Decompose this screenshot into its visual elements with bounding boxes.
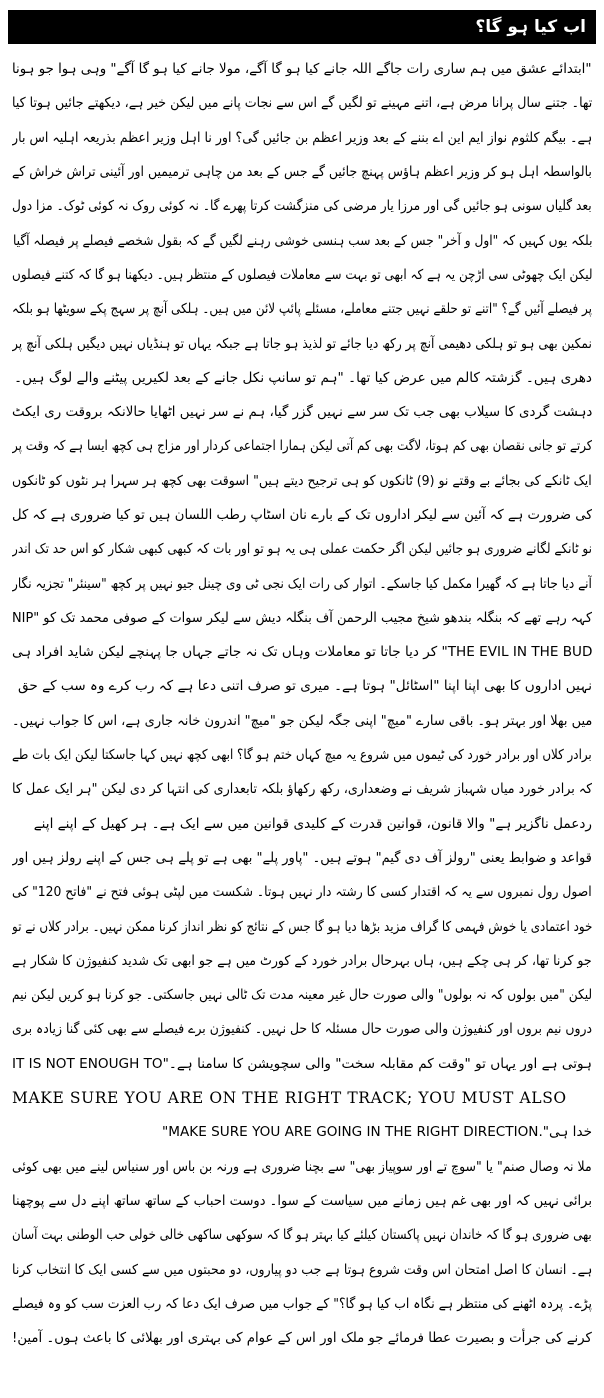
article-line-text: پڑے۔ پردہ اٹھنے کی منتظر ہے نگاہ اب کیا ہو گا؟" کے جواب میں صرف ایک دعا کہ رب العزت سب کو وہ فیصلے [12, 1295, 592, 1312]
article-line [12, 566, 592, 600]
article-line [12, 1012, 592, 1046]
article-line [12, 121, 592, 155]
article-line-text: کرنے کی جرأت و بصیرت عطا فرمائے جو ملک اور اس کے عوام کی بہتری اور بھلائی کا باعث ہوں۔ آمین! [12, 1330, 592, 1347]
article-body [12, 52, 592, 1392]
article-line-text: دروں نیم بروں اور کنفیوژن والی صورت حال مسئلہ کا حل نہیں۔ کنفیوژن برے فیصلے سے بھی کئی گنا زیادہ بری [12, 1021, 592, 1038]
article-line-text: کہہ رہے تھے کہ بنگلہ بندھو شیخ مجیب الرحمن آف بنگلہ دیش سے لیکر سوات کے صوفی محمد تک کو "NIP [12, 609, 592, 626]
article-line-text: برادر کلاں اور برادر خورد کی ٹیموں میں شروع یہ میچ کہاں ختم ہو گا؟ ابھی کچھ نہیں کہا جاسکتا لیکن ایک بات طے [12, 747, 592, 764]
article-line-text: نو ٹانکے لگانے ضروری ہو جائیں لیکن اگر حکمت عملی ہی یہ ہو تو اور بات کہ کبھی کبھی شکار کو اس حد تک اندر [12, 541, 592, 558]
article-line [12, 635, 592, 669]
article-line-text: خود اعتمادی یا خوش فہمی کا گراف مزید بڑھا دیا ہو گا جس کے نتائج کو نظر انداز کرنا ممکن نہیں۔ برادر کلاں نے تو [12, 918, 592, 935]
article-line [12, 841, 592, 875]
article-line [12, 875, 592, 909]
article-line-text: بھی ضروری ہو گا کہ خاندان نہیں پاکستان کیلئے کیا بہتر ہو گا کہ سوکھی ساکھی خالی خولی حب الوطنی بہت آسان [12, 1227, 592, 1244]
article-line-text: جو کرنا تھا، کر ہی چکے ہیں، ہاں بہرحال برادر خورد کے کورٹ میں ہے جو ابھی تک شدید کنفیوژن کا شکار ہے [12, 952, 592, 969]
article-line-text: کہ برادر خورد میاں شہباز شریف نے وضعداری، رکھ رکھاؤ بلکہ تابعداری کی انتہا کر دی لیکن "ہر ایک عمل کا [12, 781, 592, 798]
article-line-text: آنے دیا جاتا ہے کہ گھیرا مکمل کیا جاسکے۔ اتوار کی رات ایک نجی ٹی وی چینل جیو نہیں پر کچھ "سینئر" تجزیہ نگار [12, 575, 592, 592]
article-line [12, 1115, 592, 1149]
article-line-text: لیکن ایک چھوٹی سی اڑچن یہ ہے کہ ابھی تو بہت سے معاملات فیصلوں کے منتظر ہیں۔ دیکھنا ہو گا کہ کتنے فیصلوں [12, 266, 592, 283]
article-line [12, 189, 592, 223]
article-line [12, 978, 592, 1012]
article-line [12, 1321, 592, 1355]
article-line [12, 155, 592, 189]
article-line [12, 86, 592, 120]
article-line-text: بعد گلیاں سونی ہو جائیں گی اور مرزا یار مرضی کی منزگشت کرتا پھرے گا۔ نہ کوئی روک نہ کوئی ٹوک۔ مزا دول [12, 198, 592, 215]
article-line [12, 223, 592, 257]
article-line [12, 498, 592, 532]
article-line-text: اصول رول نمبروں سے یہ کہ اقتدار کسی کا رشتہ دار نہیں ہوتا۔ شکست میں لپٹی ہوئی فتح نے "فاتح 120" کی [12, 884, 592, 901]
article-line-text: دہشت گردی کا سیلاب بھی جب تک سر سے نہیں گزر گیا، ہم نے سر نہیں اٹھایا حالانکہ بروقت ری ایکٹ [12, 404, 592, 421]
article-line-text: دھری ہیں۔ گزشتہ کالم میں عرض کیا تھا۔ "ہم تو سانپ نکل جانے کے بعد لکیریں پیٹنے والے لوگ ہیں۔ [14, 369, 592, 386]
article-line-text: "ابتدائے عشق میں ہم ساری رات جاگے اللہ جانے کیا ہو گا آگے، مولا جانے کیا ہو گا آگے" وہی ہوا جو ہونا [12, 61, 592, 78]
article-line [12, 464, 592, 498]
article-line-text: تھا۔ جتنے سال پرانا مرض ہے، اتنے مہینے تو لگیں گے اس سے نجات پانے میں لیکن خیر ہے، دیکھتے جائیں ہوتا کیا [12, 95, 592, 112]
article-title: اب کیا ہو گا؟ [475, 17, 586, 37]
article-line-text: ردعمل ناگزیر ہے" والا قانون، قوانین قدرت کے کلیدی قوانین میں سے ایک ہے۔ ہر کھیل کے اپنے اپنے [33, 815, 592, 832]
article-line [12, 395, 592, 429]
article-line-text: ملا نہ وصال صنم" یا "سوچ تے اور سوپیاز بھی" سے بچنا ضروری ہے ورنہ بن باس اور سنیاس لینے میں بھی کوئی [12, 1158, 592, 1175]
article-line [12, 601, 592, 635]
article-line [12, 1081, 592, 1115]
article-line-text: بلکہ یوں کہیں کہ "اول و آخر" جس کے بعد سب ہنسی خوشی رہنے لگیں گے کہ بقول شخصے فیصلے پر فیصلہ آگیا [12, 232, 592, 249]
article-line-text: ہے۔ بیگم کلثوم نواز ایم این اے بننے کے بعد وزیر اعظم بن جائیں گی؟ اور نا اہل وزیر اعظم بذریعہ اہلیہ اس بار [12, 129, 592, 146]
article-line [12, 326, 592, 360]
article-line [12, 292, 592, 326]
article-line [12, 429, 592, 463]
article-line-text: ہوتی ہے اور یہاں تو "وقت کم مقابلہ سخت" والی سچویشن کا سامنا ہے۔"IT IS NOT ENOUGH TO [12, 1055, 592, 1072]
article-line [12, 704, 592, 738]
article-line [12, 669, 592, 703]
article-line-text: نمکین بھی ہو تو ہلکی دھیمی آنچ پر رکھ دیا جائے تو لذیذ ہو جاتا ہے جبکہ یہاں تو ہنڈیاں نہیں دیگیں ہلکی آنچ پر [12, 335, 592, 352]
article-line-text: ہے۔ انسان کا اصل امتحان اس وقت شروع ہوتا ہے جب دو پیاروں، دو محبتوں میں سے کسی ایک کا انتخاب کرنا [12, 1261, 592, 1278]
article-line-text: لیکن "میں بولوں کہ نہ بولوں" والی صورت حال غیر معینہ مدت تک ٹالی نہیں جاسکتی۔ جو کرنا ہو کریں لیکن نیم [12, 987, 592, 1004]
article-line [12, 52, 592, 86]
article-line [12, 807, 592, 841]
article-line [12, 1287, 592, 1321]
article-line-text: بالواسطہ اہل ہو کر وزیر اعظم ہاؤس پہنچ جائیں گے جس کے بعد من چاہی ترمیمیں اور آئینی تراش خراش کے [12, 164, 592, 181]
article-line [12, 1150, 592, 1184]
article-line-text: THE EVIL IN THE BUD" کر دیا جاتا تو معاملات وہاں تک نہ جاتے جہاں جا پہنچے لیکن شاید افراد ہی [12, 644, 592, 661]
article-line [12, 772, 592, 806]
article-line-text: کرتے تو جانی نقصان بھی کم ہوتا، لاگت بھی کم آتی لیکن ہمارا اجتماعی کردار اور مزاج ہی کچھ ایسا ہے کہ وقت پر [12, 438, 592, 455]
article-line-text: خدا ہی".MAKE SURE YOU ARE GOING IN THE RIGHT DIRECTION" [162, 1124, 592, 1141]
article-line [12, 944, 592, 978]
article-line [12, 909, 592, 943]
article-line-text: MAKE SURE YOU ARE ON THE RIGHT TRACK; YOU MUST ALSO [12, 1089, 567, 1108]
article-line [12, 1252, 592, 1286]
article-line [12, 1218, 592, 1252]
article-line-text: کی ضرورت ہے کہ آئین سے لیکر اداروں تک کے بارے نان اسٹاپ رطب اللسان ہیں تو کیا ضروری ہے کہ کل [12, 507, 592, 523]
article-line [12, 1047, 592, 1081]
article-line [12, 258, 592, 292]
article-line [12, 361, 592, 395]
article-line-text: پر فیصلے آئیں گے؟ "اتنے تو حلقے نہیں جتنے معاملے، مسئلے پائپ لائن میں ہیں۔ ہلکی آنچ پر سہج پکے سویٹھا ہو بلکہ [12, 301, 592, 318]
article-line-text: میں بھلا اور بہتر ہو۔ باقی سارے "میچ" اپنی جگہ لیکن جو "میچ" اندرون خانہ جاری ہے، اس کا جواب نہیں۔ [12, 712, 592, 729]
article-line [12, 738, 592, 772]
article-title-bar [8, 10, 596, 44]
article-line [12, 532, 592, 566]
article-line-text: برائی نہیں کہ اور بھی غم ہیں زمانے میں سیاست کے سوا۔ دوست احباب کے ساتھ ساتھ اپنے دل سے پوچھنا [12, 1192, 592, 1209]
article-line [12, 1184, 592, 1218]
article-line-text: قواعد و ضوابط یعنی "رولز آف دی گیم" ہوتے ہیں۔ "پاور پلے" بھی ہے تو پلے ہی جس کے اپنے رولز ہیں اور [12, 849, 592, 866]
article-line-text: ایک ٹانکے کی بجائے بے وقتے نو (9) ٹانکوں کو ہی ترجیح دیتے ہیں" اسوقت بھی کچھ ہر سہرا ہر نٹوں کو ٹانکوں [12, 472, 592, 489]
article-line-text: نہیں اداروں کا بھی اپنا اپنا "اسٹائل" ہوتا ہے۔ میری تو صرف اتنی دعا ہے کہ رب کرے وہ سب کے حق [18, 678, 592, 695]
